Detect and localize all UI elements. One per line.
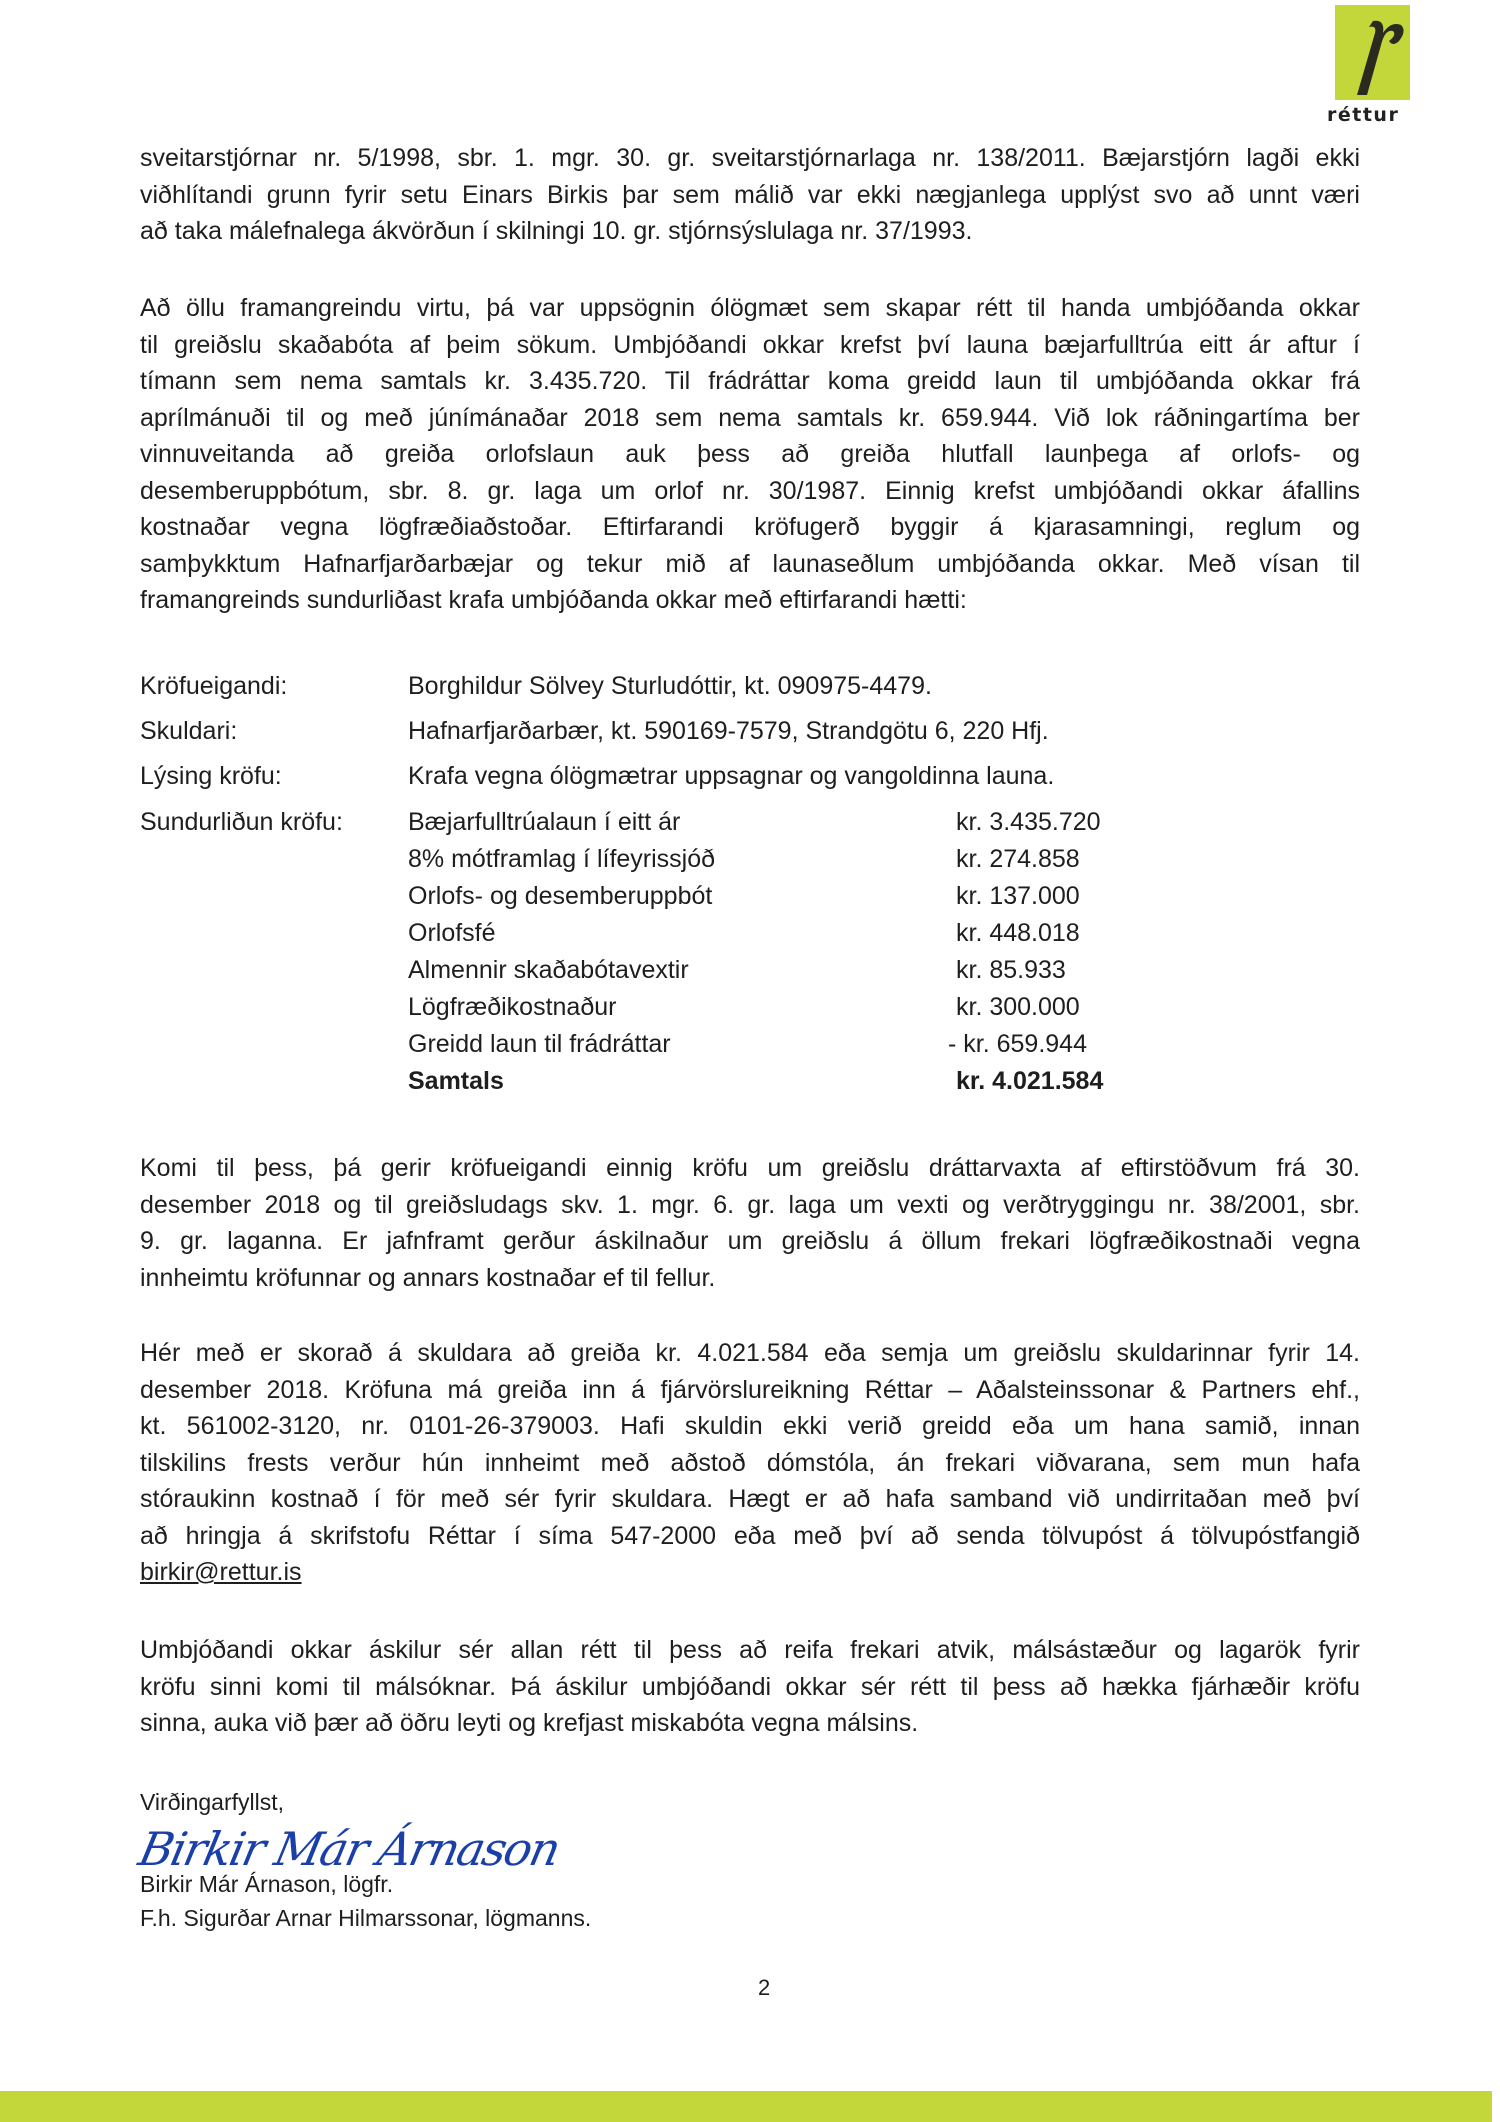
text-line: framangreinds sundurliðast krafa umbjóðanda okkar með eftirfarandi hætti: (140, 586, 967, 614)
signer-name: Birkir Már Árnason, lögfr. (140, 1871, 394, 1897)
item-name: Orlofs- og desemberuppbót (408, 882, 713, 910)
paragraph (140, 1150, 1360, 1296)
text-line: að hringja á skrifstofu Réttar í síma 547-2000 eða með því að senda tölvupóst á tölvupóstfangið (140, 1521, 1360, 1550)
on-behalf-of: F.h. Sigurðar Arnar Hilmarssonar, lögmanns. (140, 1905, 592, 1931)
text-line: desemberuppbótum, sbr. 8. gr. laga um orlof nr. 30/1987. Einnig krefst umbjóðandi okkar áfallins (140, 476, 1360, 505)
item-amount: kr. 137.000 (956, 882, 1080, 910)
item-amount: kr. 274.858 (956, 845, 1080, 873)
item-name: Greidd laun til frádráttar (408, 1030, 671, 1058)
item-name: 8% mótframlag í lífeyrissjóð (408, 845, 716, 873)
creditor-label: Kröfueigandi: (140, 672, 288, 700)
description-label: Lýsing kröfu: (140, 762, 282, 790)
total-label: Samtals (408, 1067, 504, 1095)
salutation: Virðingarfyllst, (140, 1789, 285, 1815)
text-line: desember 2018. Kröfuna má greiða inn á fjárvörslureikning Réttar – Aðalsteinssonar & Partners ehf., (140, 1375, 1360, 1404)
text-line: vinnuveitanda að greiða orlofslaun auk þess að greiða hlutfall launþega af orlofs- og (140, 440, 1360, 468)
handwritten-signature: Birkir Már Árnason (134, 1822, 564, 1876)
item-name: Bæjarfulltrúalaun í eitt ár (408, 808, 681, 836)
rettur-logo (1335, 5, 1410, 100)
paragraph-reservation (140, 1632, 1360, 1742)
text-line: að taka málefnalega ákvörðun í skilningi 10. gr. stjórnsýslulaga nr. 37/1993. (140, 217, 973, 245)
item-amount: kr. 300.000 (956, 993, 1080, 1021)
text-line: 9. gr. laganna. Er jafnframt gerður áskilnaður um greiðslu á öllum frekari lögfræðikostnaði vegna (140, 1227, 1360, 1255)
logo-wordmark: réttur (1327, 104, 1400, 126)
item-amount: kr. 3.435.720 (956, 808, 1101, 836)
text-line: kostnaðar vegna lögfræðiaðstoðar. Eftirfarandi kröfugerð byggir á kjarasamningi, reglum og (140, 513, 1360, 541)
item-name: Orlofsfé (408, 919, 496, 947)
paragraph-payment-demand (140, 1335, 1360, 1591)
breakdown-label: Sundurliðun kröfu: (140, 808, 343, 836)
paragraph (140, 290, 1360, 619)
paragraph (140, 140, 1360, 250)
debtor-value: Hafnarfjarðarbær, kt. 590169-7579, Strandgötu 6, 220 Hfj. (408, 717, 1049, 745)
description-value: Krafa vegna ólögmætrar uppsagnar og vangoldinna launa. (408, 762, 1055, 790)
email-link[interactable]: birkir@rettur.is (140, 1558, 302, 1586)
text-line: viðhlítandi grunn fyrir setu Einars Birkis þar sem málið var ekki nægjanlega upplýst svo að unnt væri (140, 180, 1360, 209)
text-line: Komi til þess, þá gerir kröfueigandi einnig kröfu um greiðslu dráttarvaxta af eftirstöðvum frá 30. (140, 1154, 1360, 1182)
paragraph (140, 1335, 1360, 1591)
text-line: desember 2018 og til greiðsludags skv. 1. mgr. 6. gr. laga um vexti og verðtryggingu nr. 38/2001, sbr. (140, 1190, 1360, 1219)
footer-brand-bar (0, 2091, 1492, 2122)
item-name: Lögfræðikostnaður (408, 993, 617, 1021)
paragraph-interest (140, 1150, 1360, 1296)
text-line: innheimtu kröfunnar og annars kostnaðar ef til fellur. (140, 1263, 716, 1292)
creditor-value: Borghildur Sölvey Sturludóttir, kt. 090975-4479. (408, 672, 932, 700)
text-line: tilskilins frests verður hún innheimt með aðstoð dómstóla, án frekari viðvarana, sem mun hafa (140, 1448, 1360, 1477)
item-amount: kr. 85.933 (956, 956, 1066, 984)
text-line: Umbjóðandi okkar áskilur sér allan rétt til þess að reifa frekari atvik, málsástæður og lagarök fyrir (140, 1636, 1360, 1664)
text-line: samþykktum Hafnarfjarðarbæjar og tekur mið af launaseðlum umbjóðanda okkar. Með vísan til (140, 549, 1360, 578)
text-line: sveitarstjórnar nr. 5/1998, sbr. 1. mgr. 30. gr. sveitarstjórnarlaga nr. 138/2011. Bæjarstjórn lagði ekki (140, 144, 1360, 172)
text-line: kt. 561002-3120, nr. 0101-26-379003. Hafi skuldin ekki verið greidd eða um hana samið, innan (140, 1412, 1360, 1440)
paragraph (140, 1632, 1360, 1742)
total-amount: kr. 4.021.584 (956, 1067, 1104, 1095)
text-line: kröfu sinni komi til málsóknar. Þá áskilur umbjóðandi okkar sér rétt til þess að hækka fjárhæðir kröfu (140, 1672, 1360, 1701)
paragraph-claim-basis (140, 290, 1360, 619)
email-line (140, 1554, 1360, 1591)
item-amount: kr. 448.018 (956, 919, 1080, 947)
item-amount: - kr. 659.944 (948, 1030, 1087, 1058)
rettur-logo-icon (1335, 5, 1410, 100)
item-name: Almennir skaðabótavextir (408, 956, 689, 984)
text-line: Hér með er skorað á skuldara að greiða kr. 4.021.584 eða semja um greiðslu skuldarinnar fyrir 14. (140, 1339, 1360, 1367)
text-line: aprílmánuði til og með júnímánaðar 2018 sem nema samtals kr. 659.944. Við lok ráðningartíma ber (140, 403, 1360, 432)
text-line: Að öllu framangreindu virtu, þá var uppsögnin ólögmæt sem skapar rétt til handa umbjóðanda okkar (140, 294, 1360, 322)
text-line: tímann sem nema samtals kr. 3.435.720. Til frádráttar koma greidd laun til umbjóðanda okkar frá (140, 367, 1360, 395)
text-line: sinna, auka við þær að öðru leyti og krefjast miskabóta vegna málsins. (140, 1709, 919, 1737)
text-line: til greiðslu skaðabóta af þeim sökum. Umbjóðandi okkar krefst því launa bæjarfulltrúa eitt ár aftur í (140, 330, 1360, 359)
page-number: 2 (758, 1975, 771, 2000)
paragraph-legal-basis (140, 140, 1360, 250)
text-line: stóraukinn kostnað í för með sér fyrir skuldara. Hægt er að hafa samband við undirritaðan með því (140, 1485, 1360, 1513)
debtor-label: Skuldari: (140, 717, 238, 745)
